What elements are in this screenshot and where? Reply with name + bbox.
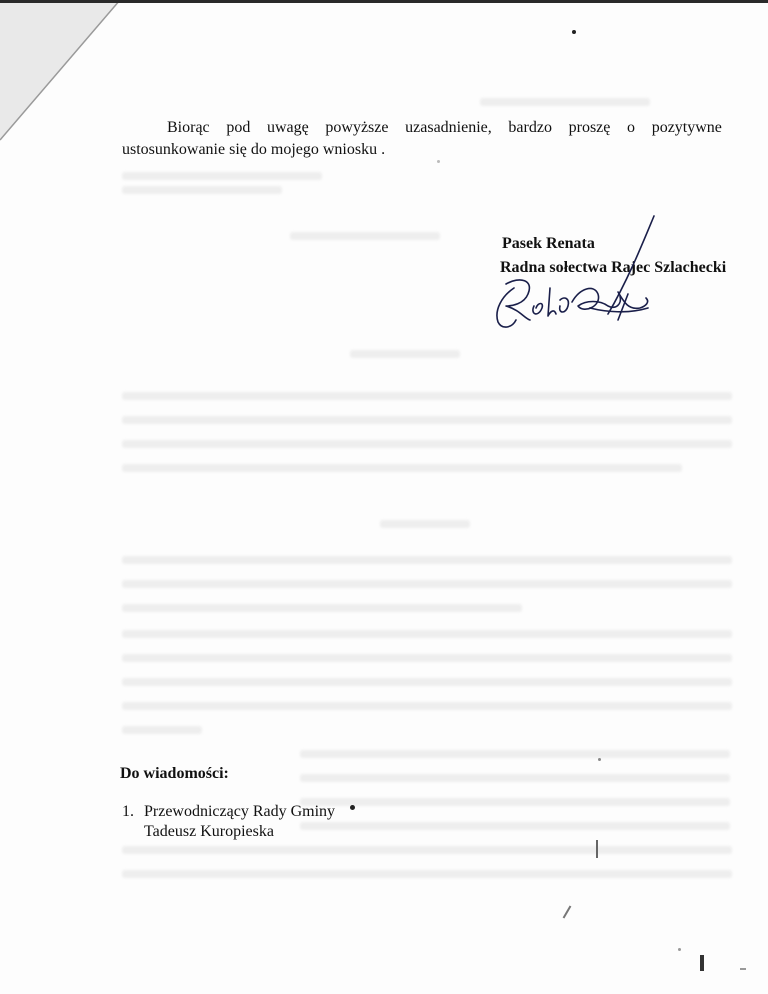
scan-speck: [572, 30, 576, 34]
bleed-through-line: [122, 464, 682, 472]
distribution-list: [122, 802, 335, 842]
list-item: [122, 802, 335, 842]
bleed-through-line: [122, 702, 732, 710]
bleed-through-line: [350, 350, 460, 358]
bleed-through-line: [300, 774, 730, 782]
scan-speck: [437, 160, 440, 163]
bleed-through-line: [300, 750, 730, 758]
word: proszę: [568, 119, 611, 136]
word: pod: [226, 119, 251, 136]
scan-speck: [700, 955, 704, 971]
distribution-title: Do wiadomości:: [120, 765, 229, 782]
signer-role: Radna sołectwa Rajec Szlachecki: [500, 259, 727, 276]
closing-paragraph-line-2: ustosunkowanie się do mojego wniosku .: [122, 141, 386, 158]
bleed-through-line: [300, 798, 730, 806]
scan-speck: [350, 805, 355, 810]
bleed-through-line: [122, 392, 732, 400]
word: uzasadnienie,: [405, 119, 492, 136]
word: o: [627, 119, 636, 136]
closing-paragraph-line-1: [167, 118, 722, 138]
recipient-name: Tadeusz Kuropieska: [144, 823, 274, 840]
word: bardzo: [508, 119, 552, 136]
bleed-through-line: [122, 654, 732, 662]
list-item-number: 1.: [122, 803, 134, 820]
folded-corner: [0, 0, 140, 150]
scan-speck: [678, 948, 681, 951]
word: powyższe: [325, 119, 389, 136]
bleed-through-line: [290, 232, 440, 240]
recipient-title: Przewodniczący Rady Gminy: [144, 803, 336, 820]
bleed-through-line: [300, 822, 730, 830]
word: uwagę: [266, 119, 309, 136]
scan-speck: [596, 840, 598, 858]
scan-speck: [598, 758, 601, 761]
word: pozytywne: [651, 119, 722, 136]
bleed-through-line: [122, 172, 322, 180]
handwritten-signature-icon: [468, 210, 678, 340]
bleed-through-line: [122, 440, 732, 448]
bleed-through-line: [122, 870, 732, 878]
bleed-through-line: [122, 630, 732, 638]
scan-speck: [740, 968, 746, 970]
bleed-through-line: [122, 604, 522, 612]
bleed-through-line: [380, 520, 470, 528]
bleed-through-line: [480, 98, 650, 106]
bleed-through-line: [122, 580, 732, 588]
word: Biorąc: [167, 119, 210, 136]
scan-speck: [563, 905, 572, 918]
bleed-through-line: [122, 726, 202, 734]
bleed-through-line: [122, 678, 732, 686]
signer-name: Pasek Renata: [502, 235, 595, 252]
bleed-through-line: [122, 556, 732, 564]
bleed-through-line: [122, 846, 732, 854]
top-edge-mark: [0, 0, 768, 3]
bleed-through-line: [122, 416, 732, 424]
bleed-through-line: [122, 186, 282, 194]
